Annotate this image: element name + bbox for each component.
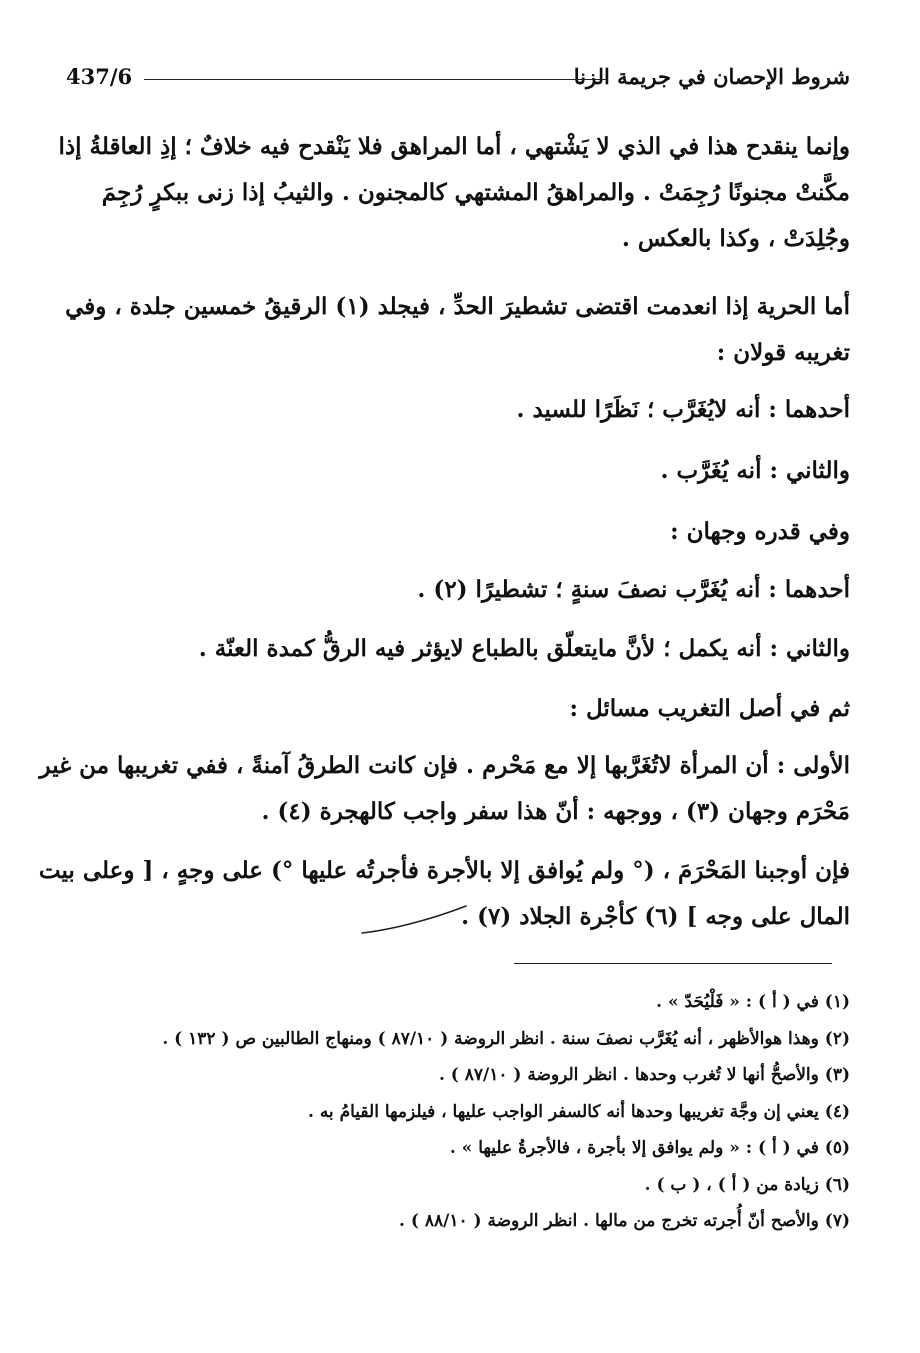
page-number: 437/6: [66, 64, 133, 89]
footnote-item: (٥) في ( أ ) : « ولم يوافق إلا بأجرة ، فالأجرةُ عليها » .: [449, 1138, 850, 1158]
paragraph-line: [39, 743, 850, 789]
paragraph-line: أحدهما : أنه لايُغَرَّب ؛ نَظَرًا للسيد .: [516, 396, 850, 423]
paragraph-line: المال على وجه ] (٦) كأجْرة الجلاد (٧) .: [461, 903, 850, 930]
paragraph-line: والثاني : أنه يُغَرَّب .: [660, 457, 850, 484]
paragraph-line-text: أن المرأة لاتُغَرَّبها إلا مع مَحْرم . فإن كانت الطرقُ آمنةً ، ففي تغريبها من غير: [39, 752, 777, 779]
header-rule: [144, 79, 608, 80]
paragraph-second-opinion: [66, 448, 850, 494]
footnote-item: (٦) زيادة من ( أ ) ، ( ب ) .: [644, 1174, 850, 1195]
running-header: [66, 64, 850, 100]
paragraph-line: [66, 284, 850, 330]
footnote-rule: [514, 963, 832, 964]
paragraph-lead: الأولى :: [776, 752, 850, 779]
footnote-item: (٧) والأصح أنّ أُجرته تخرج من مالها . انظر الروضة ( ٨٨/١٠ ) .: [399, 1211, 850, 1231]
handwritten-stroke: [360, 900, 470, 940]
paragraph-line: أحدهما : أنه يُغَرَّب نصفَ سنةٍ ؛ تشطيرًا (٢) .: [417, 576, 850, 603]
paragraph-full-year: [66, 626, 850, 672]
paragraph-line: وفي قدره وجهان :: [670, 518, 850, 545]
paragraph-freedom: [66, 284, 850, 376]
paragraph-first-issue: [39, 743, 850, 835]
footnote-item: (٣) والأصحُّ أنها لا تُغرب وحدها . انظر الروضة ( ٨٧/١٠ ) .: [438, 1065, 850, 1085]
paragraph-line: تغريبه قولان :: [716, 339, 850, 366]
footnote-item: (٤) يعني إن وجَّة تغريبها وحدها أنه كالسفر الواجب عليها ، فيلزمها القيامُ به .: [307, 1101, 850, 1122]
paragraph-line: فإن أوجبنا المَحْرَمَ ، (° ولم يُوافق إلا بالأجرة فأجرتُه عليها °) على وجهٍ ، [ وعلى بيت: [38, 857, 850, 884]
paragraph-issues: [66, 686, 850, 732]
paragraph-line: وجُلِدَتْ ، وكذا بالعكس .: [621, 225, 850, 252]
paragraph-1: [58, 124, 850, 262]
footnote-item: (٢) وهذا هوالأظهر ، أنه يُغَرَّب نصفَ سنة . انظر الروضة ( ٨٧/١٠ ) ومنهاج الطالبين ص ( ١٣٢ ) .: [162, 1028, 850, 1049]
paragraph-line: وإنما ينقدح هذا في الذي لا يَشْتهي ، أما المراهق فلا يَنْقدح فيه خلافٌ ؛ إذِ العاقلةُ إذا: [58, 133, 850, 160]
paragraph-first-opinion: [66, 387, 850, 433]
paragraph-line-text: إذا انعدمت اقتضى تشطيرَ الحدِّ ، فيجلد (١) الرقيقُ خمسين جلدة ، وفي: [65, 293, 757, 320]
paragraph-half-year: [66, 567, 850, 613]
paragraph-lead: أما الحرية: [756, 293, 850, 320]
paragraph-line: مكَّنتْ مجنونًا رُجِمَتْ . والمراهقُ المشتهي كالمجنون . والثيبُ إذا زنى ببكرٍ رُجِمَ: [101, 179, 850, 206]
header-title: شروط الإحصان في جريمة الزنا: [573, 64, 850, 89]
paragraph-line: مَحْرَم وجهان (٣) ، ووجهه : أنّ هذا سفر واجب كالهجرة (٤) .: [261, 798, 850, 825]
paragraph-line: والثاني : أنه يكمل ؛ لأنَّ مايتعلّق بالطباع لايؤثر فيه الرقُّ كمدة العنّة .: [198, 635, 850, 662]
footnote-item: (١) في ( أ ) : « فَلْيُحَدّ » .: [656, 992, 850, 1012]
footnotes: [66, 984, 850, 1240]
paragraph-line: ثم في أصل التغريب مسائل :: [569, 695, 850, 722]
paragraph-duration: [66, 509, 850, 555]
